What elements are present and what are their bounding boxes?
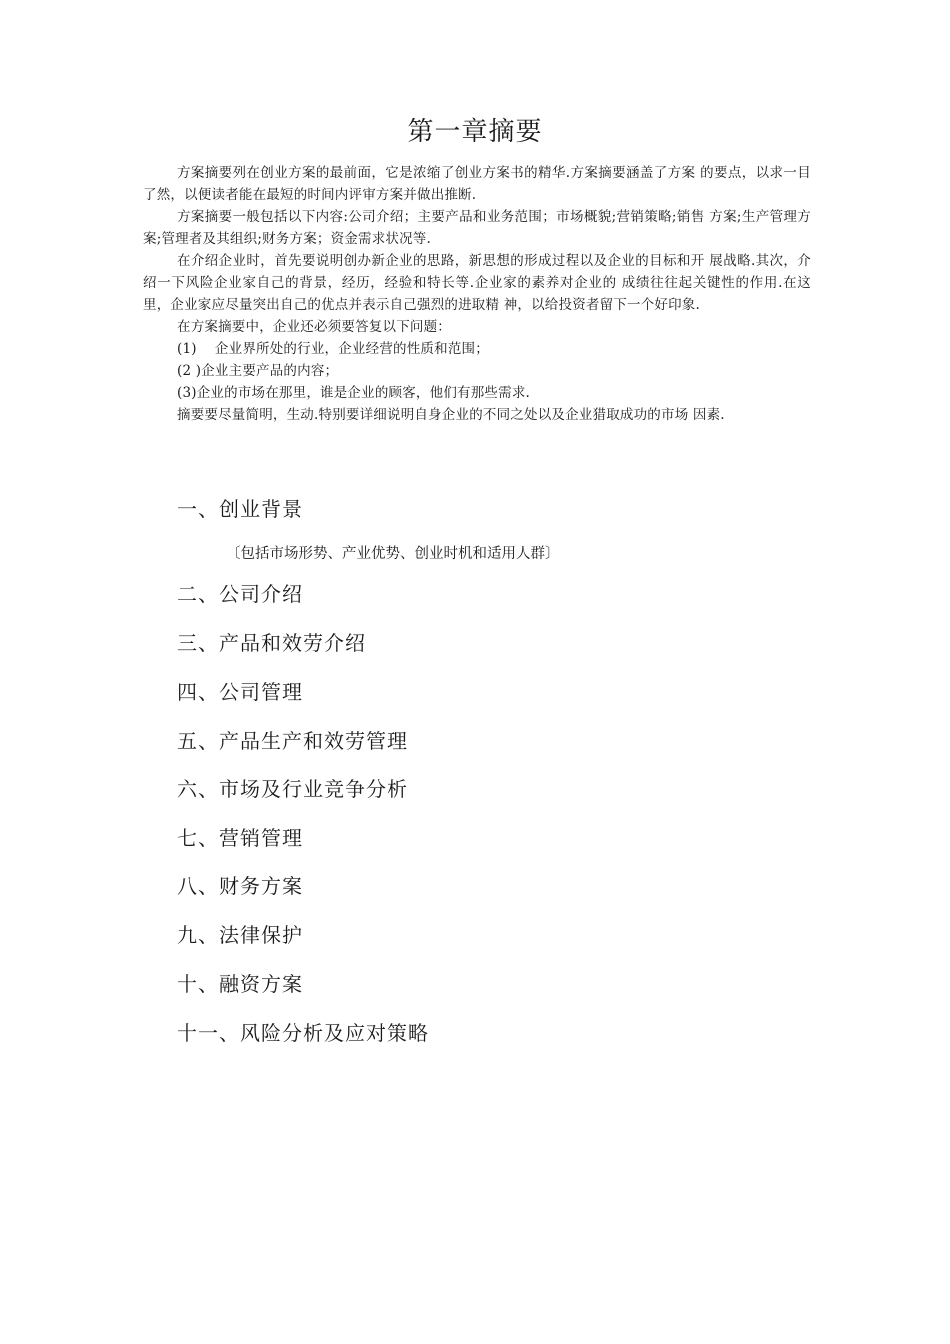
section-heading-3: 三、产品和效劳介绍 <box>177 631 366 655</box>
section-heading-2: 二、公司介绍 <box>177 582 303 606</box>
question-item-2: (2 )企业主要产品的内容； <box>177 363 339 379</box>
section-note: 〔包括市场形势、产业优势、创业时机和适用人群〕 <box>226 546 560 562</box>
section-heading-4: 四、公司管理 <box>177 680 303 704</box>
section-heading-9: 九、法律保护 <box>177 923 303 947</box>
paragraph-contents: 方案摘要一般包括以下内容:公司介绍；主要产品和业务范围；市场概貌;营销策略;销售 方案;生产管理方案;管理者及其组织;财务方案；资金需求状况等. <box>143 209 811 247</box>
section-heading-1: 一、创业背景 <box>177 497 303 521</box>
paragraph-company: 在介绍企业时，首先要说明创办新企业的思路，新思想的形成过程以及企业的目标和开 展战略.其次，介绍一下风险企业家自己的背景，经历，经验和特长等.企业家的素养对企业的 成绩往往起关键性的作用.在这里，企业家应尽量突出自己的优点并表示自己强烈的进取精 神，以给投资者留下一个好印象. <box>143 253 811 313</box>
paragraph-questions-lead: 在方案摘要中，企业还必须要答复以下问题： <box>177 319 451 335</box>
section-heading-10: 十、融资方案 <box>177 972 303 996</box>
paragraph-closing: 摘要要尽量简明，生动.特别要详细说明自身企业的不同之处以及企业猎取成功的市场 因素. <box>177 407 725 423</box>
section-heading-5: 五、产品生产和效劳管理 <box>177 729 408 753</box>
question-item-1: (1) 企业界所处的行业，企业经营的性质和范围； <box>177 341 489 357</box>
chapter-title: 第一章摘要 <box>407 117 543 147</box>
summary-body <box>143 162 811 426</box>
paragraph-intro: 方案摘要列在创业方案的最前面，它是浓缩了创业方案书的精华.方案摘要涵盖了方案 的要点，以求一目了然，以便读者能在最短的时间内评审方案并做出推断. <box>143 165 811 203</box>
section-heading-6: 六、市场及行业竞争分析 <box>177 777 408 801</box>
section-heading-11: 十一、风险分析及应对策略 <box>177 1021 429 1045</box>
question-item-3: (3)企业的市场在那里，谁是企业的顾客，他们有那些需求. <box>177 385 531 401</box>
section-heading-8: 八、财务方案 <box>177 874 303 898</box>
section-heading-7: 七、营销管理 <box>177 826 303 850</box>
